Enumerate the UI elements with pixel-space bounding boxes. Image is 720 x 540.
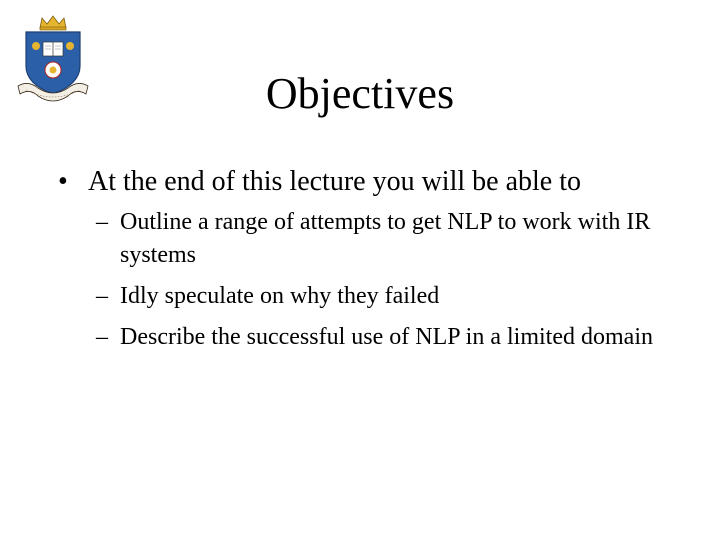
sub-bullet-item <box>96 321 696 354</box>
book-icon <box>43 42 63 56</box>
bullet-text: At the end of this lecture you will be able to <box>88 166 581 197</box>
sub-bullet-text: Outline a range of attempts to get NLP to work with IR systems <box>120 209 651 268</box>
bullet-marker: • <box>58 166 68 197</box>
slide-title: Objectives <box>265 69 455 118</box>
sub-bullet-marker: – <box>96 324 108 350</box>
sub-bullet-marker: – <box>96 283 108 309</box>
sub-bullet-marker: – <box>96 209 108 235</box>
crown-icon <box>40 16 66 30</box>
sub-bullet-item <box>96 280 696 313</box>
sub-bullet-list <box>96 206 696 362</box>
sub-bullet-item <box>96 206 696 272</box>
sub-bullet-text: Idly speculate on why they failed <box>120 283 440 309</box>
sub-bullet-text: Describe the successful use of NLP in a limited domain <box>120 324 653 350</box>
